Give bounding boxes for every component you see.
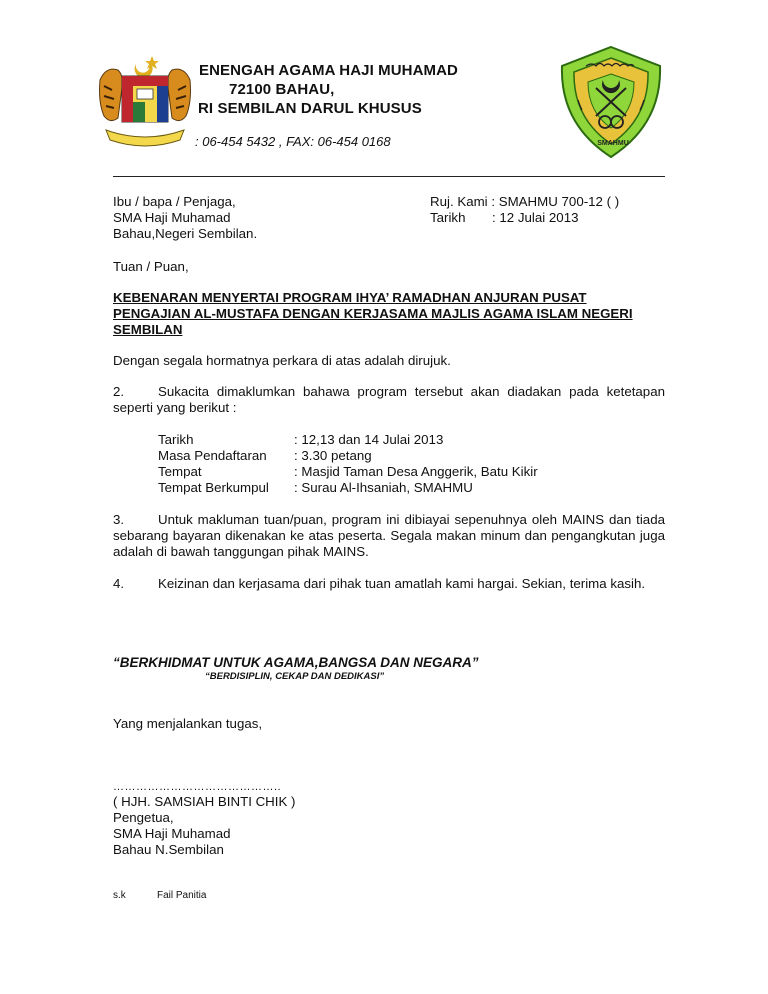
- reference-row: [430, 194, 619, 210]
- paragraph-4-number: 4.: [113, 576, 125, 591]
- detail-value: : Masjid Taman Desa Anggerik, Batu Kikir: [294, 464, 538, 479]
- paragraph-2-text: Sukacita dimaklumkan bahawa program tersebut akan diadakan pada ketetapan seperti yang berikut :: [113, 384, 665, 415]
- date-row: [430, 210, 619, 226]
- date-value: : 12 Julai 2013: [492, 210, 579, 225]
- school-badge-logo: [556, 44, 666, 160]
- coat-of-arms-logo: [92, 50, 198, 150]
- detail-row: [158, 432, 538, 448]
- paragraph-4: [113, 576, 665, 592]
- detail-label: Tempat Berkumpul: [158, 480, 269, 495]
- detail-value: : 3.30 petang: [294, 448, 372, 463]
- closing-line: Yang menjalankan tugas,: [113, 716, 263, 731]
- reference-label: Ruj. Kami: [430, 194, 488, 209]
- detail-label: Tarikh: [158, 432, 194, 447]
- signatory-school: SMA Haji Muhamad: [113, 826, 231, 841]
- recipient-line-2: SMA Haji Muhamad: [113, 210, 231, 225]
- letterhead-contact: : 06-454 5432 , FAX: 06-454 0168: [195, 134, 391, 149]
- reference-value: : SMAHMU 700-12 ( ): [491, 194, 620, 209]
- detail-row: [158, 480, 538, 496]
- paragraph-3-text: Untuk makluman tuan/puan, program ini dibiayai sepenuhnya oleh MAINS dan tiada sebarang bayaran dikenakan ke atas peserta. Segala makan minum dan pengangkutan juga adalah di bawah tanggungan pihak MAINS.: [113, 512, 665, 559]
- letter-subject: KEBENARAN MENYERTAI PROGRAM IHYA’ RAMADHAN ANJURAN PUSAT PENGAJIAN AL-MUSTAFA DENGAN KERJASAMA MAJLIS AGAMA ISLAM NEGERI SEMBILAN: [113, 290, 633, 337]
- detail-row: [158, 464, 538, 480]
- paragraph-1: Dengan segala hormatnya perkara di atas adalah dirujuk.: [113, 353, 451, 368]
- letterhead-line-3: RI SEMBILAN DARUL KHUSUS: [198, 100, 422, 117]
- letterhead-divider: [113, 176, 665, 177]
- signatory-title: Pengetua,: [113, 810, 174, 825]
- detail-label: Tempat: [158, 464, 202, 479]
- recipient-line-3: Bahau,Negeri Sembilan.: [113, 226, 258, 241]
- paragraph-3: [113, 512, 665, 560]
- letterhead-line-1: ENENGAH AGAMA HAJI MUHAMAD: [199, 62, 458, 79]
- signature-line: ……………………………………..: [113, 781, 282, 793]
- paragraph-3-number: 3.: [113, 512, 125, 527]
- paragraph-4-text: Keizinan dan kerjasama dari pihak tuan amatlah kami hargai. Sekian, terima kasih.: [158, 576, 646, 591]
- cc-value: Fail Panitia: [157, 890, 207, 901]
- school-badge-label: SMAHMU: [597, 140, 629, 147]
- program-details: [158, 432, 538, 496]
- cc-label: s.k: [113, 890, 126, 901]
- detail-row: [158, 448, 538, 464]
- school-motto-sub: “BERDISIPLIN, CEKAP DAN DEDIKASI”: [205, 671, 385, 682]
- salutation: Tuan / Puan,: [113, 259, 189, 274]
- paragraph-2: [113, 384, 665, 416]
- paragraph-2-number: 2.: [113, 384, 125, 399]
- detail-label: Masa Pendaftaran: [158, 448, 267, 463]
- letterhead-line-2: 72100 BAHAU,: [229, 81, 335, 98]
- reference-block: [430, 194, 619, 226]
- school-motto: “BERKHIDMAT UNTUK AGAMA,BANGSA DAN NEGARA”: [113, 655, 479, 670]
- date-label: Tarikh: [430, 210, 466, 225]
- recipient-block: [113, 194, 257, 242]
- signatory-name: ( HJH. SAMSIAH BINTI CHIK ): [113, 794, 296, 809]
- detail-value: : Surau Al-Ihsaniah, SMAHMU: [294, 480, 473, 495]
- signatory-place: Bahau N.Sembilan: [113, 842, 224, 857]
- recipient-line-1: Ibu / bapa / Penjaga,: [113, 194, 236, 209]
- signature-block: [113, 780, 295, 858]
- detail-value: : 12,13 dan 14 Julai 2013: [294, 432, 444, 447]
